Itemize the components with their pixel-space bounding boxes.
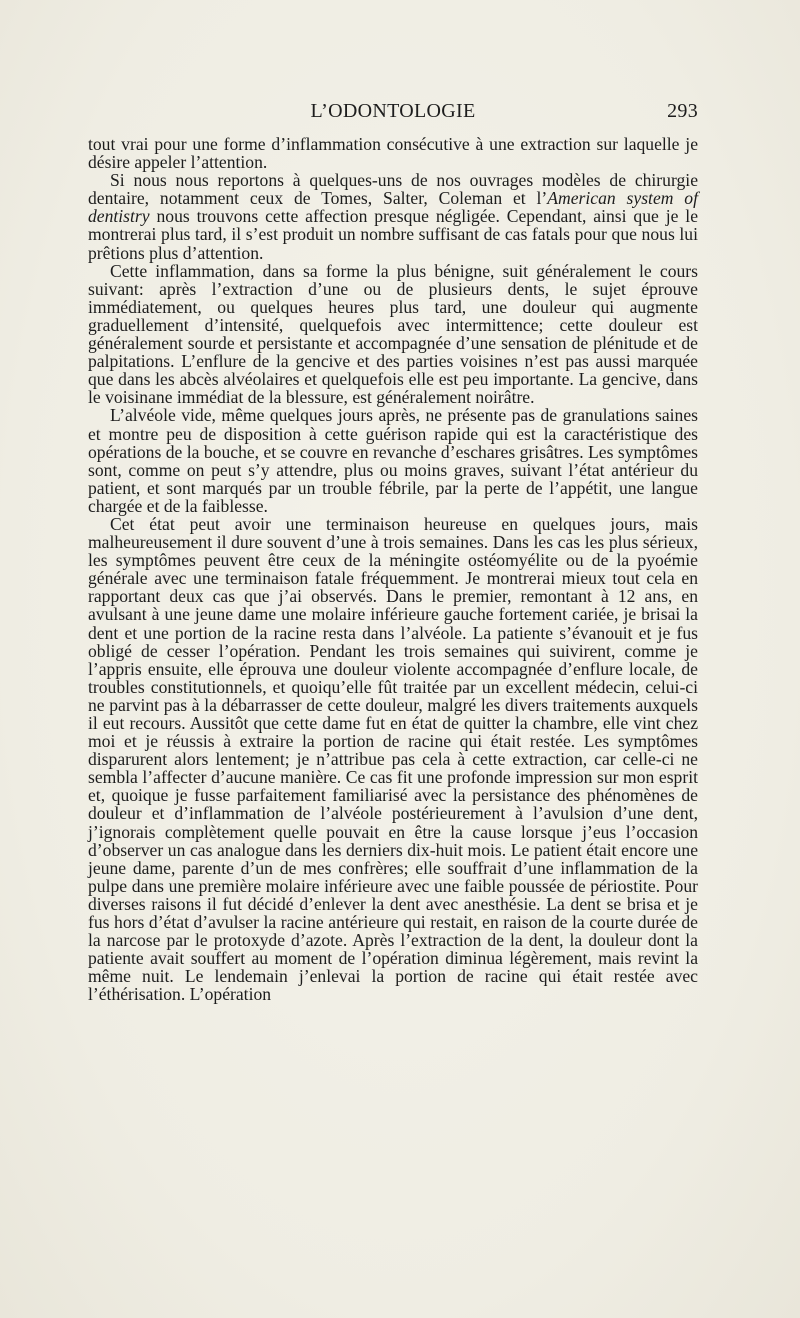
paragraph-2-text-end: nous trouvons cette affection presque négligée. Cependant, ainsi que je le montrerai plus tard, il s’est produit un nombre suffisant de cas fatals pour que nous lui prêtions plus d’attention.	[88, 206, 698, 263]
paragraph-1: tout vrai pour une forme d’inflammation consécutive à une extraction sur laquelle je désire appeler l’attention.	[88, 134, 698, 173]
book-title-italic: American system of dentistry	[88, 188, 698, 227]
paragraph-4: L’alvéole vide, même quelques jours après, ne présente pas de granulations saines et montre peu de disposition à cette guérison rapide qui est la caractéristique des opérations de la bouche, et se couvre en revanche d’eschares grisâtres. Les symptômes sont, comme on peut s’y attendre, plus ou moins graves, suivant l’état antérieur du patient, et sont marqués par un trouble fébrile, par la perte de l’appétit, une langue chargée et de la faiblesse.	[88, 405, 698, 516]
page-header	[88, 100, 698, 124]
paragraph-3: Cette inflammation, dans sa forme la plus bénigne, suit généralement le cours suivant: après l’extraction d’une ou de plusieurs dents, le sujet éprouve immédiatement, ou quelques heures plus tard, une douleur qui augmente graduellement d’intensité, quelquefois avec intermittence; cette douleur est généralement sourde et persistante et accompagnée d’une sensation de plénitude et de palpitations. L’enflure de la gencive et des parties voisines n’est pas aussi marquée que dans les abcès alvéolaires et quelquefois elle est peu importante. La gencive, dans le voisinane immédiat de la blessure, est généralement noirâtre.	[88, 260, 698, 408]
page-number: 293	[667, 100, 698, 122]
paragraph-2-text-start: Si nous nous reportons à quelques-uns de nos ouvrages modèles de chirurgie dentaire, notamment ceux de Tomes, Salter, Coleman et l’	[88, 170, 698, 209]
body-text	[88, 135, 698, 1004]
paragraph-2	[88, 171, 698, 261]
running-head: L’ODONTOLOGIE	[310, 100, 476, 122]
paragraph-5: Cet état peut avoir une terminaison heureuse en quelques jours, mais malheureusement il dure souvent d’une à trois semaines. Dans les cas les plus sérieux, les symptômes peuvent être ceux de la méningite ostéomyélite ou de la pyoémie générale avec une terminaison fatale fréquemment. Je montrerai mieux tout cela en rapportant deux cas que j’ai observés. Dans le premier, remontant à 12 ans, en avulsant à une jeune dame une molaire inférieure gauche fortement cariée, je brisai la dent et une portion de la racine resta dans l’alvéole. La patiente s’évanouit et je fus obligé de cesser l’opération. Pendant les trois semaines qui suivirent, comme je l’appris ensuite, elle éprouva une douleur violente accompagnée d’enflure locale, de troubles constitutionnels, et quoiqu’elle fût traitée par un excellent médecin, celui-ci ne parvint pas à la débarrasser de cette douleur, malgré les divers traitements auxquels il eut recours. Aussitôt que cette dame fut en état de quitter la chambre, elle vint chez moi et je réussis à extraire la portion de racine qui était restée. Les symptômes disparurent alors lentement; je n’attribue pas cela à cette extraction, car celle-ci ne sembla l’affecter d’aucune manière. Ce cas fit une profonde impression sur mon esprit et, quoique je fusse parfaitement familiarisé avec la persistance des phénomènes de douleur et d’inflammation de l’alvéole postérieurement à l’avulsion d’une dent, j’ignorais complètement quelle pouvait en être la cause lorsque j’eus l’occasion d’observer un cas analogue dans les derniers dix-huit mois. Le patient était encore une jeune dame, parente d’un de mes confrères; elle souffrait d’une inflammation de la pulpe dans une première molaire inférieure avec une faible poussée de périostite. Pour diverses raisons il fut décidé d’enlever la dent avec anesthésie. La dent se brisa et je fus hors d’état d’avulser la racine antérieure qui restait, en raison de la courte durée de la narcose par le protoxyde d’azote. Après l’extraction de la dent, la douleur dont la patiente avait souffert au moment de l’opération diminua légèrement, mais revint la même nuit. Le lendemain j’enlevai la portion de racine qui était restée avec l’éthérisation. L’opération	[88, 513, 698, 1005]
